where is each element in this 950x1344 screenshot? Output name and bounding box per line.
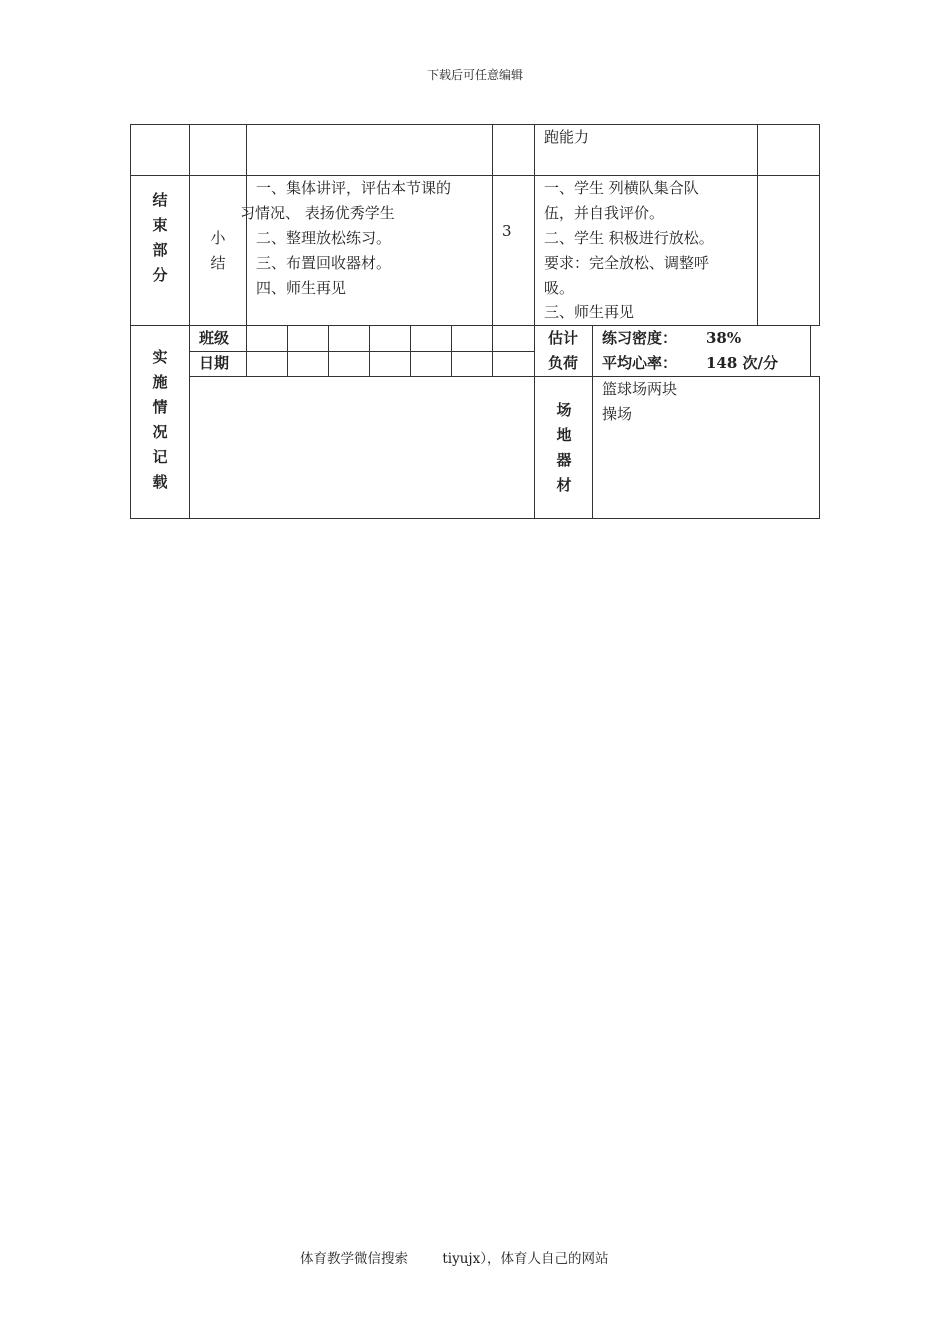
grid-divider <box>328 325 329 377</box>
student-line: 吸。 <box>544 279 575 297</box>
col-divider <box>492 124 493 326</box>
header-note: 下载后可任意编辑 <box>426 68 523 82</box>
row-divider <box>189 376 820 377</box>
content-line: 一、集体讲评，评估本节课的 <box>256 179 452 197</box>
density-label: 练习密度： <box>602 329 678 347</box>
table-border-top <box>130 124 820 125</box>
student-line: 伍，并自我评价。 <box>544 204 665 222</box>
class-label: 班级 <box>199 329 230 347</box>
grid-divider <box>287 325 288 377</box>
heart-rate-label: 平均心率： <box>602 354 678 372</box>
table-border-right <box>819 376 820 519</box>
top-row-right-text: 跑能力 <box>544 128 590 146</box>
summary-label: 小 结 <box>210 229 226 272</box>
table-border-left <box>130 124 131 519</box>
venue-line: 操场 <box>602 405 633 423</box>
date-label: 日期 <box>199 354 230 372</box>
table-border-bottom <box>130 518 820 519</box>
row-divider <box>189 351 535 352</box>
footer-note: 体育教学微信搜索 tiyujx），体育人自己的网站 <box>300 1251 609 1267</box>
content-line: 习情况、 表扬优秀学生 <box>240 204 395 222</box>
load-label: 估计 <box>548 329 579 347</box>
col-divider <box>534 124 535 519</box>
load-label: 负荷 <box>548 354 579 372</box>
student-line: 要求：完全放松、调整呼 <box>544 254 710 272</box>
col-divider <box>189 124 190 519</box>
venue-equipment-label: 场 地 器 材 <box>556 401 572 494</box>
table-border-right <box>819 124 820 326</box>
student-line: 一、学生 列横队集合队 <box>544 179 699 197</box>
grid-divider <box>451 325 452 377</box>
row-divider <box>130 175 820 176</box>
grid-divider <box>592 325 593 519</box>
implementation-label: 实 施 情 况 记 载 <box>152 348 168 491</box>
student-line: 二、学生 积极进行放松。 <box>544 229 714 247</box>
ending-section-label: 结 束 部 分 <box>152 191 168 284</box>
grid-divider <box>369 325 370 377</box>
col-divider <box>757 124 758 326</box>
venue-line: 篮球场两块 <box>602 380 678 398</box>
grid-divider <box>810 325 811 377</box>
content-line: 四、师生再见 <box>256 279 347 297</box>
time-value: 3 <box>502 222 512 240</box>
heart-rate-value: 148 次/分 <box>706 354 779 372</box>
content-line: 三、布置回收器材。 <box>256 254 392 272</box>
content-line: 二、整理放松练习。 <box>256 229 392 247</box>
student-line: 三、师生再见 <box>544 303 635 321</box>
grid-divider <box>492 325 493 377</box>
density-value: 38% <box>706 329 742 347</box>
grid-divider <box>410 325 411 377</box>
col-divider <box>246 124 247 377</box>
